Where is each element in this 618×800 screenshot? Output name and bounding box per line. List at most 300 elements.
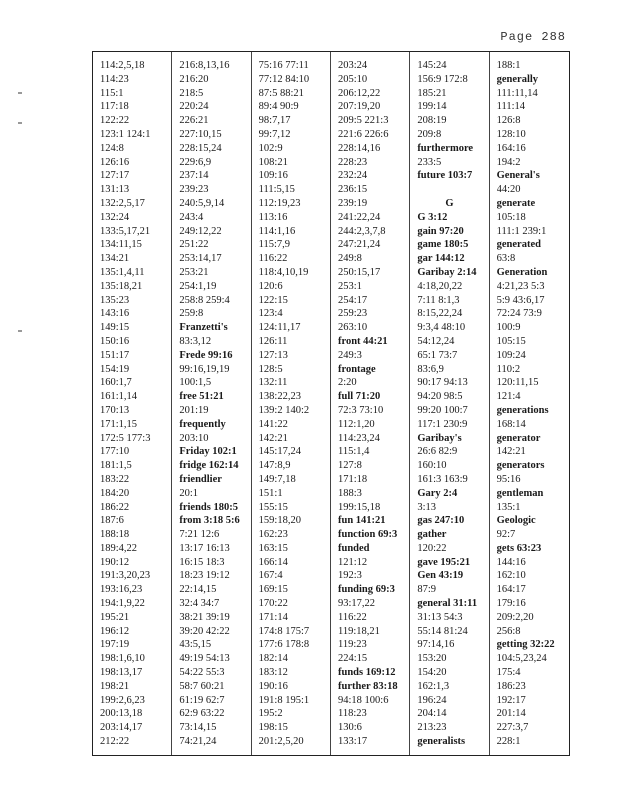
index-reference: 162:1,3 (417, 680, 450, 692)
index-reference: 194:1,9,22 (100, 598, 145, 610)
index-reference: 199:2,6,23 (100, 694, 145, 706)
index-reference: 162:23 (258, 529, 288, 541)
index-reference: 62:9 63:22 (179, 708, 225, 720)
index-reference: 161:3 163:9 (417, 473, 468, 485)
index-reference: 109:16 (258, 170, 288, 182)
index-reference: 18:23 19:12 (179, 570, 230, 582)
index-reference: 31:13 54:3 (417, 611, 463, 623)
index-term: generate (496, 197, 536, 209)
index-reference: 251:22 (179, 239, 209, 251)
index-term: gain 97:20 (417, 225, 464, 237)
index-reference: 150:16 (100, 335, 130, 347)
index-reference: 135:23 (100, 294, 130, 306)
index-reference: 128:10 (496, 128, 526, 140)
index-reference: 167:4 (258, 570, 283, 582)
index-reference: 191:8 195:1 (258, 694, 310, 706)
index-reference: 244:2,3,7,8 (337, 225, 386, 237)
index-reference: 209:2,20 (496, 611, 534, 623)
index-reference: 134:21 (100, 253, 130, 265)
index-term: function 69:3 (337, 529, 398, 541)
index-reference: 102:9 (258, 142, 283, 154)
index-term: friends 180:5 (179, 501, 238, 513)
index-reference: 151:1 (258, 487, 283, 499)
index-reference: 241:22,24 (337, 211, 381, 223)
index-reference: 72:3 73:10 (337, 404, 384, 416)
index-reference: 183:22 (100, 473, 130, 485)
index-reference: 228:15,24 (179, 142, 222, 154)
index-reference: 126:11 (258, 335, 288, 347)
index-reference: 201:14 (496, 708, 526, 720)
index-reference: 220:24 (179, 101, 209, 113)
index-reference: 204:14 (417, 708, 447, 720)
margin-mark (18, 122, 22, 124)
index-term: game 180:5 (417, 239, 469, 251)
index-reference: 170:22 (258, 598, 288, 610)
index-reference: 259:8 (179, 308, 204, 320)
index-reference: 94:20 98:5 (417, 391, 463, 403)
index-reference: 112:19,23 (258, 197, 301, 209)
index-reference: 237:14 (179, 170, 209, 182)
index-reference: 195:2 (258, 708, 283, 720)
index-reference: 132:2,5,17 (100, 197, 145, 209)
index-reference: 9:3,4 48:10 (417, 322, 466, 334)
index-term: General's (496, 170, 540, 182)
index-reference: 119:23 (337, 639, 367, 651)
index-term: gather (417, 529, 447, 541)
index-reference: 236:15 (337, 184, 368, 196)
index-reference: 65:1 73:7 (417, 349, 458, 361)
index-reference: 184:20 (100, 487, 130, 499)
index-reference: 123:1 124:1 (100, 128, 151, 140)
index-reference: 8:15,22,24 (417, 308, 463, 320)
index-term: G 3:12 (417, 211, 448, 223)
index-reference: 43:5,15 (179, 639, 212, 651)
index-reference: 92:7 (496, 529, 516, 541)
index-reference: 87:9 (417, 584, 436, 596)
index-reference: 240:5,9,14 (179, 197, 225, 209)
index-reference: 110:2 (496, 363, 521, 375)
index-column-1 (93, 52, 172, 755)
index-reference: 74:21,24 (179, 736, 217, 748)
index-term: friendlier (179, 473, 222, 485)
index-reference: 249:12,22 (179, 225, 222, 237)
index-reference: 190:16 (258, 680, 288, 692)
index-term: further 83:18 (337, 680, 398, 692)
index-reference: 229:6,9 (179, 156, 212, 168)
index-reference: 169:15 (258, 584, 288, 596)
index-term: free 51:21 (179, 391, 224, 403)
index-term: full 71:20 (337, 391, 381, 403)
index-reference: 208:19 (417, 115, 447, 127)
index-reference: 97:14,16 (417, 639, 455, 651)
index-column-6 (490, 52, 569, 755)
index-reference: 145:17,24 (258, 446, 301, 458)
index-reference: 118:4,10,19 (258, 266, 309, 278)
index-reference: 154:20 (417, 667, 447, 679)
index-reference: 174:8 175:7 (258, 625, 310, 637)
index-reference: 99:7,12 (258, 128, 291, 140)
index-reference: 116:22 (337, 611, 367, 623)
index-reference: 75:16 77:11 (258, 60, 309, 71)
index-reference: 163:15 (258, 542, 288, 554)
index-reference: 133:17 (337, 736, 368, 748)
index-reference: 177:10 (100, 446, 130, 458)
index-reference: 171:14 (258, 611, 288, 623)
index-term: gas 247:10 (417, 515, 465, 527)
index-reference: 5:9 43:6,17 (496, 294, 545, 306)
index-reference: 2:20 (337, 377, 357, 389)
index-reference: 195:21 (100, 611, 130, 623)
index-reference: 203:10 (179, 432, 209, 444)
index-reference: 13:17 16:13 (179, 542, 230, 554)
index-reference: 145:24 (417, 60, 447, 71)
index-reference: 54:12,24 (417, 335, 455, 347)
index-reference: 111:1 239:1 (496, 225, 547, 237)
index-term: Gary 2:4 (417, 487, 458, 499)
index-reference: 206:12,22 (337, 87, 381, 99)
index-reference: 116:22 (258, 253, 288, 265)
index-reference: 109:24 (496, 349, 526, 361)
index-reference: 4:18,20,22 (417, 280, 463, 292)
index-reference: 227:10,15 (179, 128, 222, 140)
index-reference: 4:21,23 5:3 (496, 280, 545, 292)
index-reference: 186:22 (100, 501, 130, 513)
index-reference: 233:5 (417, 156, 442, 168)
index-reference: 172:5 177:3 (100, 432, 151, 444)
index-term: frequently (179, 418, 226, 430)
index-column-5 (410, 52, 489, 755)
index-reference: 161:1,14 (100, 391, 138, 403)
index-term: Garibay's (417, 432, 462, 444)
index-reference: 95:16 (496, 473, 521, 485)
index-reference: 133:5,17,21 (100, 225, 151, 237)
index-reference: 143:16 (100, 308, 130, 320)
index-reference: 207:19,20 (337, 101, 381, 113)
index-reference: 149:15 (100, 322, 130, 334)
index-reference: 198:1,6,10 (100, 653, 145, 665)
index-reference: 135:1 (496, 501, 521, 513)
index-term: generators (496, 460, 545, 472)
index-reference: 135:18,21 (100, 280, 143, 292)
index-term: getting 32:22 (496, 639, 555, 651)
index-reference: 149:7,18 (258, 473, 296, 485)
index-reference: 3:13 (417, 501, 436, 513)
index-reference: 77:12 84:10 (258, 73, 310, 85)
index-reference: 99:20 100:7 (417, 404, 468, 416)
index-term: Garibay 2:14 (417, 266, 477, 278)
index-term: Generation (496, 266, 548, 278)
index-reference: 83:3,12 (179, 335, 212, 347)
index-reference: 216:8,13,16 (179, 60, 230, 71)
margin-mark (18, 330, 22, 332)
index-reference: 170:13 (100, 404, 130, 416)
index-reference: 16:15 18:3 (179, 556, 225, 568)
index-term: funding 69:3 (337, 584, 395, 596)
index-term: fun 141:21 (337, 515, 386, 527)
index-reference: 224:15 (337, 653, 368, 665)
index-reference: 118:23 (337, 708, 367, 720)
index-reference: 198:15 (258, 722, 288, 734)
index-reference: 112:1,20 (337, 418, 375, 430)
index-reference: 254:1,19 (179, 280, 217, 292)
index-reference: 114:23 (100, 73, 129, 85)
index-reference (417, 183, 488, 197)
index-reference: 182:14 (258, 653, 288, 665)
index-reference: 122:15 (258, 294, 288, 306)
index-reference: 216:20 (179, 73, 209, 85)
index-reference: 249:3 (337, 349, 362, 361)
index-reference: 105:18 (496, 211, 526, 223)
index-reference: 192:17 (496, 694, 526, 706)
index-reference: 175:4 (496, 667, 521, 679)
index-reference: 132:11 (258, 377, 288, 389)
index-column-3 (252, 52, 331, 755)
index-reference: 160:1,7 (100, 377, 132, 389)
index-reference: 108:21 (258, 156, 288, 168)
index-reference: 192:3 (337, 570, 362, 582)
index-reference: 121:12 (337, 556, 368, 568)
index-reference: 254:17 (337, 294, 368, 306)
index-reference: 171:18 (337, 473, 368, 485)
index-reference: 100:9 (496, 322, 521, 334)
index-term: funds 169:12 (337, 667, 396, 679)
index-reference: 232:24 (337, 170, 368, 182)
index-reference: 63:8 (496, 253, 516, 265)
index-reference: 124:8 (100, 142, 124, 154)
index-reference: 105:15 (496, 335, 526, 347)
index-reference: 159:18,20 (258, 515, 301, 527)
index-reference: 228:23 (337, 156, 368, 168)
index-term: Geologic (496, 515, 536, 527)
index-reference: 114:23,24 (337, 432, 380, 444)
index-reference: 194:2 (496, 156, 521, 168)
index-reference: 119:18,21 (337, 625, 380, 637)
index-reference: 93:17,22 (337, 598, 376, 610)
index-reference: 114:2,5,18 (100, 60, 145, 71)
index-reference: 123:4 (258, 308, 283, 320)
index-reference: 187:6 (100, 515, 124, 527)
index-reference: 250:15,17 (337, 266, 381, 278)
index-reference: 228:1 (496, 736, 521, 748)
index-term: generalists (417, 736, 466, 748)
index-reference: 111:14 (496, 101, 526, 113)
index-reference: 89:4 90:9 (258, 101, 299, 113)
index-reference: 201:2,5,20 (258, 736, 304, 748)
index-term: gentleman (496, 487, 544, 499)
index-reference: 249:8 (337, 253, 362, 265)
index-reference: 247:21,24 (337, 239, 381, 251)
index-reference: 113:16 (258, 211, 288, 223)
index-term: Franzetti's (179, 322, 228, 334)
index-reference: 186:23 (496, 680, 526, 692)
index-reference: 130:6 (337, 722, 362, 734)
index-reference: 111:5,15 (258, 184, 295, 196)
index-reference: 111:11,14 (496, 87, 538, 99)
index-term: gar 144:12 (417, 253, 465, 265)
index-reference: 135:1,4,11 (100, 266, 145, 278)
index-reference: 7:11 8:1,3 (417, 294, 460, 306)
index-reference: 259:23 (337, 308, 368, 320)
index-reference: 154:19 (100, 363, 130, 375)
index-reference: 126:16 (100, 156, 130, 168)
index-reference: 55:14 81:24 (417, 625, 468, 637)
index-reference: 134:11,15 (100, 239, 142, 251)
index-reference: 198:13,17 (100, 667, 143, 679)
index-reference: 188:3 (337, 487, 362, 499)
index-reference: 124:11,17 (258, 322, 301, 334)
index-term: frontage (337, 363, 376, 375)
index-reference: 199:14 (417, 101, 447, 113)
index-reference: 160:10 (417, 460, 447, 472)
index-reference: 100:1,5 (179, 377, 212, 389)
index-reference: 94:18 100:6 (337, 694, 389, 706)
index-reference: 115:1 (100, 87, 124, 99)
index-reference: 213:23 (417, 722, 447, 734)
index-reference: 181:1,5 (100, 460, 132, 472)
index-reference: 151:17 (100, 349, 130, 361)
index-term: Friday 102:1 (179, 446, 237, 458)
index-reference: 239:19 (337, 197, 368, 209)
index-reference: 54:22 55:3 (179, 667, 225, 679)
index-term: generations (496, 404, 549, 416)
index-reference: 44:20 (496, 184, 521, 196)
index-table (92, 51, 570, 756)
index-reference: 121:4 (496, 391, 521, 403)
index-reference: 201:19 (179, 404, 209, 416)
index-reference: 197:19 (100, 639, 130, 651)
index-reference: 218:5 (179, 87, 204, 99)
index-reference: 239:23 (179, 184, 209, 196)
index-column-4 (331, 52, 410, 755)
index-reference: 144:16 (496, 556, 526, 568)
index-reference: 171:1,15 (100, 418, 138, 430)
index-reference: 99:16,19,19 (179, 363, 230, 375)
section-letter: G (445, 197, 454, 209)
index-reference: 190:12 (100, 556, 130, 568)
index-column-2 (172, 52, 251, 755)
index-reference: 38:21 39:19 (179, 611, 230, 623)
index-reference: 155:15 (258, 501, 288, 513)
index-reference: 120:11,15 (496, 377, 539, 389)
index-reference: 117:1 230:9 (417, 418, 468, 430)
index-reference: 142:21 (258, 432, 288, 444)
index-reference: 193:16,23 (100, 584, 143, 596)
index-reference: 191:3,20,23 (100, 570, 151, 582)
index-reference: 199:15,18 (337, 501, 381, 513)
index-reference: 114:1,16 (258, 225, 296, 237)
index-reference: 258:8 259:4 (179, 294, 230, 306)
index-reference: 196:12 (100, 625, 130, 637)
index-term: gave 195:21 (417, 556, 471, 568)
index-term: Frede 99:16 (179, 349, 233, 361)
index-reference: 212:22 (100, 736, 130, 748)
index-reference: 104:5,23,24 (496, 653, 547, 665)
index-reference: 122:22 (100, 115, 130, 127)
index-reference: 138:22,23 (258, 391, 301, 403)
index-term: generator (496, 432, 541, 444)
index-reference: 243:4 (179, 211, 204, 223)
margin-mark (18, 92, 22, 94)
index-reference: 20:1 (179, 487, 198, 499)
index-reference: 253:1 (337, 280, 362, 292)
index-reference: 131:13 (100, 184, 130, 196)
index-reference: 221:6 226:6 (337, 128, 389, 140)
index-term: furthermore (417, 142, 474, 154)
index-reference: 188:18 (100, 529, 130, 541)
index-reference: 188:1 (496, 60, 521, 71)
index-reference: 26:6 82:9 (417, 446, 458, 458)
index-reference: 253:14,17 (179, 253, 222, 265)
index-reference: 120:22 (417, 542, 447, 554)
index-reference: 226:21 (179, 115, 209, 127)
index-term: fridge 162:14 (179, 460, 239, 472)
index-reference: 200:13,18 (100, 708, 143, 720)
page-number: Page 288 (500, 30, 566, 44)
index-term: gets 63:23 (496, 542, 542, 554)
index-reference: 209:5 221:3 (337, 115, 389, 127)
index-reference: 253:21 (179, 266, 209, 278)
index-reference: 72:24 73:9 (496, 308, 542, 320)
index-reference: 185:21 (417, 87, 447, 99)
index-reference: 132:24 (100, 211, 130, 223)
index-reference: 196:24 (417, 694, 447, 706)
index-term: funded (337, 542, 370, 554)
index-reference: 61:19 62:7 (179, 694, 225, 706)
index-reference: 39:20 42:22 (179, 625, 230, 637)
index-reference: 153:20 (417, 653, 447, 665)
index-reference: 128:5 (258, 363, 283, 375)
index-reference: 209:8 (417, 128, 442, 140)
index-reference: 168:14 (496, 418, 526, 430)
index-reference: 263:10 (337, 322, 368, 334)
index-reference: 147:8,9 (258, 460, 291, 472)
index-reference: 87:5 88:21 (258, 87, 304, 99)
index-reference: 256:8 (496, 625, 521, 637)
index-reference: 205:10 (337, 73, 368, 85)
index-reference: 139:2 140:2 (258, 404, 310, 416)
index-term: generated (496, 239, 541, 251)
index-reference: 164:17 (496, 584, 526, 596)
index-reference: 227:3,7 (496, 722, 529, 734)
index-reference: 32:4 34:7 (179, 598, 220, 610)
index-reference: 127:13 (258, 349, 288, 361)
index-term: from 3:18 5:6 (179, 515, 240, 527)
index-reference: 156:9 172:8 (417, 73, 468, 85)
index-reference: 203:14,17 (100, 722, 143, 734)
index-reference: 49:19 54:13 (179, 653, 230, 665)
index-term: general 31:11 (417, 598, 478, 610)
index-term: Gen 43:19 (417, 570, 464, 582)
index-reference: 142:21 (496, 446, 526, 458)
index-reference: 183:12 (258, 667, 288, 679)
index-reference: 162:10 (496, 570, 526, 582)
index-reference: 141:22 (258, 418, 288, 430)
index-reference: 127:17 (100, 170, 130, 182)
index-reference: 126:8 (496, 115, 521, 127)
index-reference: 117:18 (100, 101, 129, 113)
index-reference: 83:6,9 (417, 363, 444, 375)
index-reference: 164:16 (496, 142, 526, 154)
index-reference: 98:7,17 (258, 115, 291, 127)
index-reference: 115:1,4 (337, 446, 370, 458)
index-reference: 22:14,15 (179, 584, 217, 596)
index-reference: 90:17 94:13 (417, 377, 468, 389)
index-reference: 177:6 178:8 (258, 639, 310, 651)
index-reference: 189:4,22 (100, 542, 138, 554)
index-reference: 203:24 (337, 60, 368, 71)
index-reference: 58:7 60:21 (179, 680, 225, 692)
index-reference: 198:21 (100, 680, 130, 692)
